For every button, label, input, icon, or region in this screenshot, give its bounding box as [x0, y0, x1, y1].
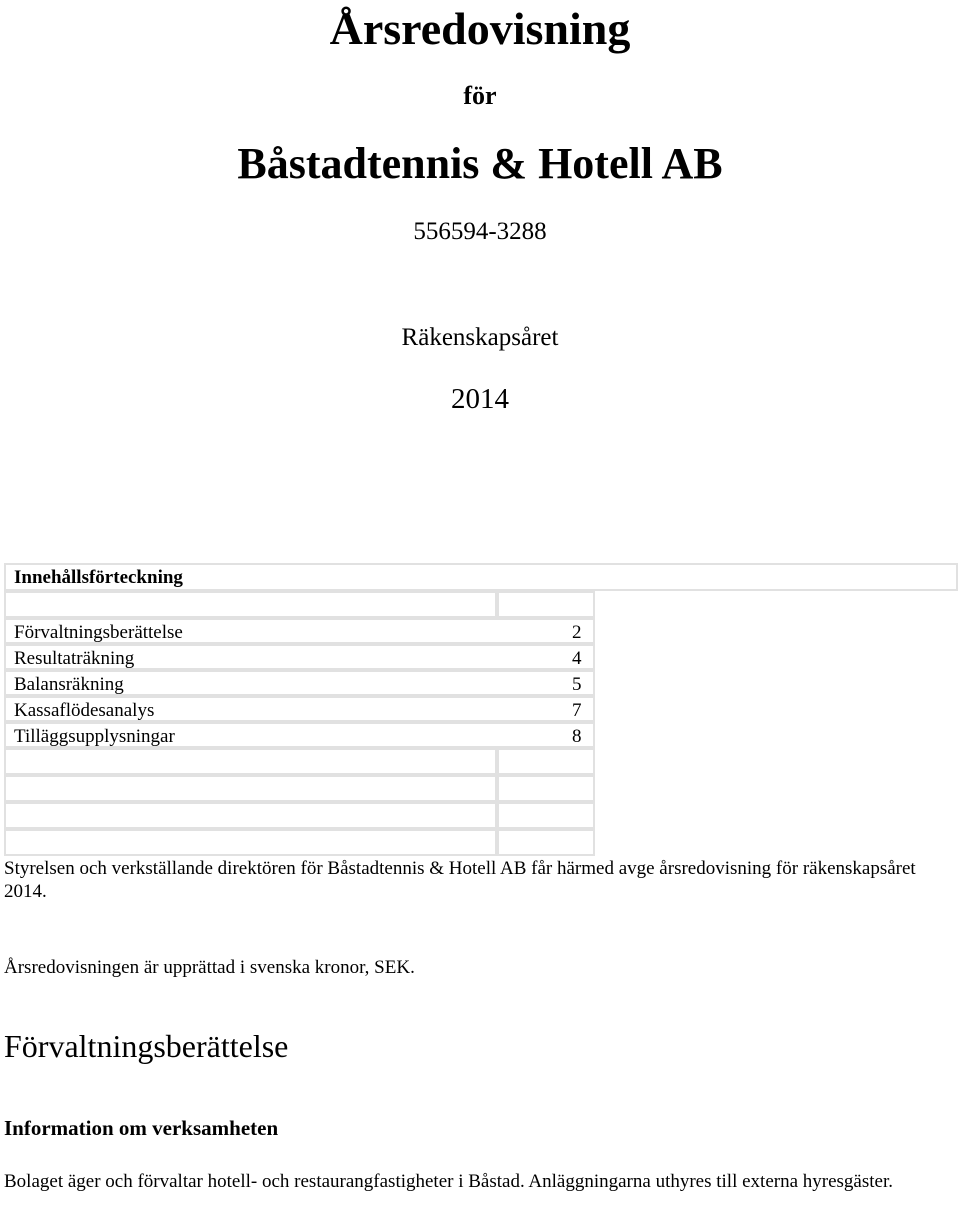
fiscal-year: 2014 — [451, 383, 509, 415]
business-description: Bolaget äger och förvaltar hotell- och restaurangfastigheter i Båstad. Anläggningarna uthyres till externa hyresgäster. — [4, 1171, 893, 1192]
company-name: Båstadtennis & Hotell AB — [237, 139, 723, 188]
toc-item-label: Förvaltningsberättelse — [14, 622, 183, 643]
section-title: Förvaltningsberättelse — [4, 1028, 289, 1064]
toc-empty-cell — [4, 591, 497, 618]
toc-item-page: 2 — [572, 622, 582, 643]
toc-empty-cell — [497, 775, 595, 802]
toc-item-label: Kassaflödesanalys — [14, 700, 155, 721]
toc-empty-cell — [497, 829, 595, 856]
for-label: för — [463, 81, 497, 110]
subsection-title: Information om verksamheten — [4, 1116, 279, 1140]
intro-paragraph: Styrelsen och verkställande direktören för Båstadtennis & Hotell AB får härmed avge årsredovisning för räkenskapsåret 2014. — [4, 858, 916, 902]
document-title: Årsredovisning — [329, 3, 631, 54]
toc-heading: Innehållsförteckning — [14, 567, 183, 588]
toc-item-page: 7 — [572, 700, 582, 721]
toc-item-label: Balansräkning — [14, 674, 124, 695]
currency-note: Årsredovisningen är upprättad i svenska kronor, SEK. — [4, 957, 415, 978]
fiscal-year-label: Räkenskapsåret — [401, 324, 559, 351]
toc-empty-cell — [497, 802, 595, 829]
toc-empty-cell — [4, 775, 497, 802]
toc-empty-cell — [4, 748, 497, 775]
org-number: 556594-3288 — [413, 218, 547, 245]
toc-empty-cell — [4, 829, 497, 856]
toc-item-label: Tilläggsupplysningar — [14, 726, 175, 747]
toc-empty-cell — [497, 748, 595, 775]
toc-empty-cell — [4, 802, 497, 829]
toc-item-page: 5 — [572, 674, 582, 695]
toc-item-page: 4 — [572, 648, 582, 669]
toc-empty-cell — [497, 591, 595, 618]
toc-item-page: 8 — [572, 726, 582, 747]
toc-item-label: Resultaträkning — [14, 648, 135, 669]
